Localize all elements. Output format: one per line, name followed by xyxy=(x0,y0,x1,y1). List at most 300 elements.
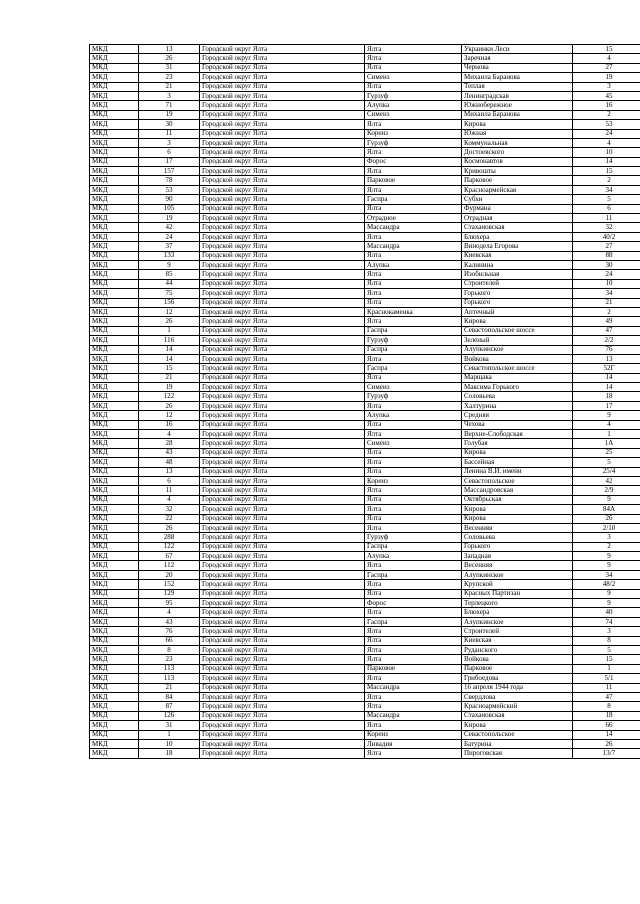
building-type-cell: МКД xyxy=(90,505,139,514)
building-type-cell: МКД xyxy=(90,730,139,739)
building-number-cell: 4 xyxy=(573,54,640,63)
record-number-cell: 9 xyxy=(139,260,200,269)
building-number-cell: 30 xyxy=(573,260,640,269)
building-type-cell: МКД xyxy=(90,317,139,326)
district-cell: Городской округ Ялта xyxy=(200,242,365,251)
street-cell: Батурина xyxy=(462,739,573,748)
table-row xyxy=(90,683,640,692)
table-row xyxy=(90,336,640,345)
district-cell: Городской округ Ялта xyxy=(200,439,365,448)
building-type-cell: МКД xyxy=(90,617,139,626)
locality-cell: Парковое xyxy=(365,664,462,673)
building-number-cell: 34 xyxy=(573,570,640,579)
street-cell: Чернова xyxy=(462,63,573,72)
street-cell: Южнобережное xyxy=(462,101,573,110)
table-row xyxy=(90,101,640,110)
table-row xyxy=(90,364,640,373)
district-cell: Городской округ Ялта xyxy=(200,655,365,664)
building-number-cell: 15 xyxy=(573,45,640,54)
record-number-cell: 24 xyxy=(139,232,200,241)
building-type-cell: МКД xyxy=(90,420,139,429)
building-number-cell: 15 xyxy=(573,655,640,664)
building-type-cell: МКД xyxy=(90,54,139,63)
table-row xyxy=(90,392,640,401)
building-number-cell: 25/4 xyxy=(573,467,640,476)
building-number-cell: 5 xyxy=(573,646,640,655)
table-row xyxy=(90,636,640,645)
street-cell: Крупской xyxy=(462,580,573,589)
district-cell: Городской округ Ялта xyxy=(200,82,365,91)
record-number-cell: 21 xyxy=(139,373,200,382)
record-number-cell: 1 xyxy=(139,730,200,739)
record-number-cell: 67 xyxy=(139,552,200,561)
record-number-cell: 4 xyxy=(139,608,200,617)
table-row xyxy=(90,317,640,326)
table-row xyxy=(90,214,640,223)
locality-cell: Массандра xyxy=(365,223,462,232)
street-cell: Соловьева xyxy=(462,392,573,401)
record-number-cell: 6 xyxy=(139,148,200,157)
district-cell: Городской округ Ялта xyxy=(200,54,365,63)
record-number-cell: 20 xyxy=(139,570,200,579)
street-cell: Красноармейская xyxy=(462,185,573,194)
record-number-cell: 75 xyxy=(139,289,200,298)
district-cell: Городской округ Ялта xyxy=(200,580,365,589)
building-number-cell: 18 xyxy=(573,711,640,720)
table-row xyxy=(90,298,640,307)
building-number-cell: 53 xyxy=(573,120,640,129)
record-number-cell: 8 xyxy=(139,646,200,655)
district-cell: Городской округ Ялта xyxy=(200,533,365,542)
table-row xyxy=(90,730,640,739)
district-cell: Городской округ Ялта xyxy=(200,298,365,307)
table-row xyxy=(90,232,640,241)
building-number-cell: 5/1 xyxy=(573,674,640,683)
district-cell: Городской округ Ялта xyxy=(200,420,365,429)
table-row xyxy=(90,476,640,485)
district-cell: Городской округ Ялта xyxy=(200,73,365,82)
building-number-cell: 3 xyxy=(573,627,640,636)
building-number-cell: 34 xyxy=(573,289,640,298)
building-number-cell: 4 xyxy=(573,138,640,147)
locality-cell: Гаспра xyxy=(365,570,462,579)
locality-cell: Ялта xyxy=(365,270,462,279)
locality-cell: Алупка xyxy=(365,552,462,561)
building-number-cell: 27 xyxy=(573,63,640,72)
table-row xyxy=(90,608,640,617)
street-cell: Западная xyxy=(462,552,573,561)
street-cell: Космонавтов xyxy=(462,157,573,166)
building-type-cell: МКД xyxy=(90,354,139,363)
district-cell: Городской округ Ялта xyxy=(200,721,365,730)
street-cell: Севастопольское шоссе xyxy=(462,364,573,373)
building-number-cell: 32 xyxy=(573,223,640,232)
building-type-cell: МКД xyxy=(90,514,139,523)
record-number-cell: 6 xyxy=(139,476,200,485)
building-type-cell: МКД xyxy=(90,214,139,223)
building-type-cell: МКД xyxy=(90,439,139,448)
building-number-cell: 19 xyxy=(573,73,640,82)
district-cell: Городской округ Ялта xyxy=(200,45,365,54)
record-number-cell: 133 xyxy=(139,251,200,260)
record-number-cell: 23 xyxy=(139,655,200,664)
locality-cell: Ялта xyxy=(365,120,462,129)
locality-cell: Гурзуф xyxy=(365,91,462,100)
street-cell: Изобильная xyxy=(462,270,573,279)
building-number-cell: 2/10 xyxy=(573,523,640,532)
locality-cell: Гурзуф xyxy=(365,138,462,147)
street-cell: Алупкинское xyxy=(462,345,573,354)
locality-cell: Ялта xyxy=(365,749,462,758)
locality-cell: Гаспра xyxy=(365,345,462,354)
locality-cell: Симеиз xyxy=(365,73,462,82)
locality-cell: Кореиз xyxy=(365,476,462,485)
locality-cell: Симеиз xyxy=(365,110,462,119)
locality-cell: Гаспра xyxy=(365,542,462,551)
district-cell: Городской округ Ялта xyxy=(200,364,365,373)
table-row xyxy=(90,542,640,551)
building-type-cell: МКД xyxy=(90,570,139,579)
building-type-cell: МКД xyxy=(90,101,139,110)
housing-registry-table xyxy=(89,44,640,759)
record-number-cell: 157 xyxy=(139,167,200,176)
street-cell: Алупкинское xyxy=(462,617,573,626)
building-type-cell: МКД xyxy=(90,448,139,457)
record-number-cell: 53 xyxy=(139,185,200,194)
district-cell: Городской округ Ялта xyxy=(200,270,365,279)
record-number-cell: 37 xyxy=(139,242,200,251)
building-number-cell: 9 xyxy=(573,589,640,598)
locality-cell: Ялта xyxy=(365,608,462,617)
table-row xyxy=(90,54,640,63)
street-cell: Блюхера xyxy=(462,232,573,241)
building-number-cell: 2/9 xyxy=(573,486,640,495)
locality-cell: Массандра xyxy=(365,683,462,692)
building-number-cell: 1 xyxy=(573,430,640,439)
table-row xyxy=(90,120,640,129)
building-number-cell: 9 xyxy=(573,599,640,608)
table-row xyxy=(90,514,640,523)
building-type-cell: МКД xyxy=(90,580,139,589)
district-cell: Городской округ Ялта xyxy=(200,214,365,223)
building-number-cell: 26 xyxy=(573,739,640,748)
building-type-cell: МКД xyxy=(90,204,139,213)
record-number-cell: 32 xyxy=(139,505,200,514)
street-cell: Южная xyxy=(462,129,573,138)
district-cell: Городской округ Ялта xyxy=(200,345,365,354)
building-type-cell: МКД xyxy=(90,232,139,241)
building-number-cell: 17 xyxy=(573,401,640,410)
locality-cell: Форос xyxy=(365,157,462,166)
street-cell: Кирова xyxy=(462,448,573,457)
building-type-cell: МКД xyxy=(90,336,139,345)
building-number-cell: 14 xyxy=(573,373,640,382)
building-number-cell: 1 xyxy=(573,664,640,673)
district-cell: Городской округ Ялта xyxy=(200,505,365,514)
locality-cell: Гаспра xyxy=(365,617,462,626)
street-cell: 16 апреля 1944 года xyxy=(462,683,573,692)
street-cell: Отрадная xyxy=(462,214,573,223)
building-number-cell: 10 xyxy=(573,148,640,157)
record-number-cell: 19 xyxy=(139,214,200,223)
building-number-cell: 84А xyxy=(573,505,640,514)
district-cell: Городской округ Ялта xyxy=(200,138,365,147)
building-type-cell: МКД xyxy=(90,552,139,561)
record-number-cell: 26 xyxy=(139,401,200,410)
building-type-cell: МКД xyxy=(90,73,139,82)
street-cell: Строителей xyxy=(462,627,573,636)
locality-cell: Массандра xyxy=(365,242,462,251)
street-cell: Парковое xyxy=(462,176,573,185)
building-number-cell: 18 xyxy=(573,392,640,401)
locality-cell: Ялта xyxy=(365,692,462,701)
building-number-cell: 15 xyxy=(573,167,640,176)
building-number-cell: 76 xyxy=(573,345,640,354)
district-cell: Городской округ Ялта xyxy=(200,683,365,692)
district-cell: Городской округ Ялта xyxy=(200,157,365,166)
building-number-cell: 40 xyxy=(573,608,640,617)
record-number-cell: 19 xyxy=(139,383,200,392)
building-number-cell: 42 xyxy=(573,476,640,485)
street-cell: Стахановская xyxy=(462,711,573,720)
street-cell: Кирова xyxy=(462,317,573,326)
district-cell: Городской округ Ялта xyxy=(200,561,365,570)
building-type-cell: МКД xyxy=(90,251,139,260)
building-number-cell: 9 xyxy=(573,495,640,504)
street-cell: Средняя xyxy=(462,411,573,420)
building-type-cell: МКД xyxy=(90,411,139,420)
building-type-cell: МКД xyxy=(90,364,139,373)
street-cell: Киевская xyxy=(462,636,573,645)
record-number-cell: 31 xyxy=(139,63,200,72)
building-number-cell: 16 xyxy=(573,101,640,110)
table-row xyxy=(90,739,640,748)
building-type-cell: МКД xyxy=(90,373,139,382)
district-cell: Городской округ Ялта xyxy=(200,120,365,129)
record-number-cell: 87 xyxy=(139,702,200,711)
locality-cell: Ялта xyxy=(365,514,462,523)
table-row xyxy=(90,430,640,439)
table-row xyxy=(90,711,640,720)
record-number-cell: 48 xyxy=(139,458,200,467)
building-type-cell: МКД xyxy=(90,692,139,701)
record-number-cell: 14 xyxy=(139,345,200,354)
locality-cell: Ялта xyxy=(365,636,462,645)
locality-cell: Ялта xyxy=(365,373,462,382)
building-number-cell: 11 xyxy=(573,683,640,692)
table-row xyxy=(90,73,640,82)
building-type-cell: МКД xyxy=(90,655,139,664)
building-type-cell: МКД xyxy=(90,739,139,748)
record-number-cell: 13 xyxy=(139,45,200,54)
table-row xyxy=(90,279,640,288)
district-cell: Городской округ Ялта xyxy=(200,739,365,748)
district-cell: Городской округ Ялта xyxy=(200,411,365,420)
building-type-cell: МКД xyxy=(90,458,139,467)
record-number-cell: 14 xyxy=(139,354,200,363)
district-cell: Городской округ Ялта xyxy=(200,608,365,617)
locality-cell: Гурзуф xyxy=(365,336,462,345)
record-number-cell: 4 xyxy=(139,495,200,504)
table-row xyxy=(90,749,640,758)
locality-cell: Гаспра xyxy=(365,326,462,335)
building-type-cell: МКД xyxy=(90,383,139,392)
district-cell: Городской округ Ялта xyxy=(200,702,365,711)
record-number-cell: 28 xyxy=(139,439,200,448)
district-cell: Городской округ Ялта xyxy=(200,599,365,608)
building-number-cell: 24 xyxy=(573,129,640,138)
building-type-cell: МКД xyxy=(90,523,139,532)
locality-cell: Гурзуф xyxy=(365,392,462,401)
locality-cell: Алупка xyxy=(365,101,462,110)
street-cell: Калинина xyxy=(462,260,573,269)
table-row xyxy=(90,552,640,561)
record-number-cell: 78 xyxy=(139,176,200,185)
building-type-cell: МКД xyxy=(90,110,139,119)
table-row xyxy=(90,411,640,420)
table-row xyxy=(90,467,640,476)
street-cell: Винодела Егорова xyxy=(462,242,573,251)
building-type-cell: МКД xyxy=(90,148,139,157)
building-number-cell: 74 xyxy=(573,617,640,626)
building-number-cell: 9 xyxy=(573,561,640,570)
building-type-cell: МКД xyxy=(90,636,139,645)
record-number-cell: 44 xyxy=(139,279,200,288)
street-cell: Теплая xyxy=(462,82,573,91)
building-type-cell: МКД xyxy=(90,138,139,147)
district-cell: Городской округ Ялта xyxy=(200,730,365,739)
street-cell: Горького xyxy=(462,289,573,298)
building-type-cell: МКД xyxy=(90,721,139,730)
street-cell: Украинки Леси xyxy=(462,45,573,54)
building-number-cell: 13 xyxy=(573,354,640,363)
table-row xyxy=(90,251,640,260)
building-number-cell: 48/2 xyxy=(573,580,640,589)
table-row xyxy=(90,270,640,279)
locality-cell: Ялта xyxy=(365,232,462,241)
locality-cell: Ялта xyxy=(365,401,462,410)
district-cell: Городской округ Ялта xyxy=(200,336,365,345)
district-cell: Городской округ Ялта xyxy=(200,176,365,185)
table-row xyxy=(90,401,640,410)
record-number-cell: 84 xyxy=(139,692,200,701)
table-row xyxy=(90,721,640,730)
building-number-cell: 14 xyxy=(573,383,640,392)
table-row xyxy=(90,646,640,655)
building-number-cell: 2 xyxy=(573,110,640,119)
street-cell: Войкова xyxy=(462,354,573,363)
locality-cell: Симеиз xyxy=(365,383,462,392)
record-number-cell: 112 xyxy=(139,561,200,570)
table-row xyxy=(90,420,640,429)
street-cell: Заречная xyxy=(462,54,573,63)
locality-cell: Гурзуф xyxy=(365,533,462,542)
street-cell: Массандровская xyxy=(462,486,573,495)
record-number-cell: 17 xyxy=(139,157,200,166)
street-cell: Пироговская xyxy=(462,749,573,758)
record-number-cell: 126 xyxy=(139,711,200,720)
building-type-cell: МКД xyxy=(90,45,139,54)
registry-table-body xyxy=(90,45,640,759)
street-cell: Максима Горького xyxy=(462,383,573,392)
street-cell: Аптечный xyxy=(462,307,573,316)
record-number-cell: 122 xyxy=(139,392,200,401)
street-cell: Кирова xyxy=(462,120,573,129)
table-row xyxy=(90,157,640,166)
district-cell: Городской округ Ялта xyxy=(200,430,365,439)
building-number-cell: 21 xyxy=(573,298,640,307)
building-number-cell: 2 xyxy=(573,307,640,316)
street-cell: Севастопольское xyxy=(462,730,573,739)
table-row xyxy=(90,176,640,185)
locality-cell: Ялта xyxy=(365,289,462,298)
table-row xyxy=(90,45,640,54)
building-type-cell: МКД xyxy=(90,627,139,636)
district-cell: Городской округ Ялта xyxy=(200,307,365,316)
building-number-cell: 8 xyxy=(573,702,640,711)
record-number-cell: 90 xyxy=(139,195,200,204)
building-number-cell: 40/2 xyxy=(573,232,640,241)
table-row xyxy=(90,589,640,598)
locality-cell: Массандра xyxy=(365,711,462,720)
district-cell: Городской округ Ялта xyxy=(200,486,365,495)
locality-cell: Ялта xyxy=(365,495,462,504)
building-type-cell: МКД xyxy=(90,486,139,495)
table-row xyxy=(90,505,640,514)
table-row xyxy=(90,345,640,354)
district-cell: Городской округ Ялта xyxy=(200,589,365,598)
building-type-cell: МКД xyxy=(90,533,139,542)
record-number-cell: 30 xyxy=(139,120,200,129)
table-row xyxy=(90,260,640,269)
locality-cell: Ялта xyxy=(365,580,462,589)
building-type-cell: МКД xyxy=(90,683,139,692)
street-cell: Севастопольское xyxy=(462,476,573,485)
locality-cell: Отрадное xyxy=(365,214,462,223)
district-cell: Городской округ Ялта xyxy=(200,101,365,110)
record-number-cell: 3 xyxy=(139,91,200,100)
record-number-cell: 11 xyxy=(139,486,200,495)
street-cell: Коммунальная xyxy=(462,138,573,147)
locality-cell: Ливадия xyxy=(365,739,462,748)
building-number-cell: 47 xyxy=(573,326,640,335)
district-cell: Городской округ Ялта xyxy=(200,692,365,701)
locality-cell: Ялта xyxy=(365,589,462,598)
street-cell: Весенняя xyxy=(462,561,573,570)
building-type-cell: МКД xyxy=(90,664,139,673)
building-number-cell: 27 xyxy=(573,242,640,251)
locality-cell: Ялта xyxy=(365,298,462,307)
building-number-cell: 2 xyxy=(573,542,640,551)
street-cell: Терлецкого xyxy=(462,599,573,608)
street-cell: Бассейная xyxy=(462,458,573,467)
locality-cell: Ялта xyxy=(365,185,462,194)
locality-cell: Ялта xyxy=(365,45,462,54)
table-row xyxy=(90,674,640,683)
district-cell: Городской округ Ялта xyxy=(200,260,365,269)
street-cell: Достоевского xyxy=(462,148,573,157)
table-row xyxy=(90,129,640,138)
street-cell: Верхне-Слободская xyxy=(462,430,573,439)
district-cell: Городской округ Ялта xyxy=(200,458,365,467)
locality-cell: Кореиз xyxy=(365,129,462,138)
district-cell: Городской округ Ялта xyxy=(200,749,365,758)
table-row xyxy=(90,523,640,532)
table-row xyxy=(90,167,640,176)
table-row xyxy=(90,289,640,298)
record-number-cell: 116 xyxy=(139,336,200,345)
building-type-cell: МКД xyxy=(90,176,139,185)
